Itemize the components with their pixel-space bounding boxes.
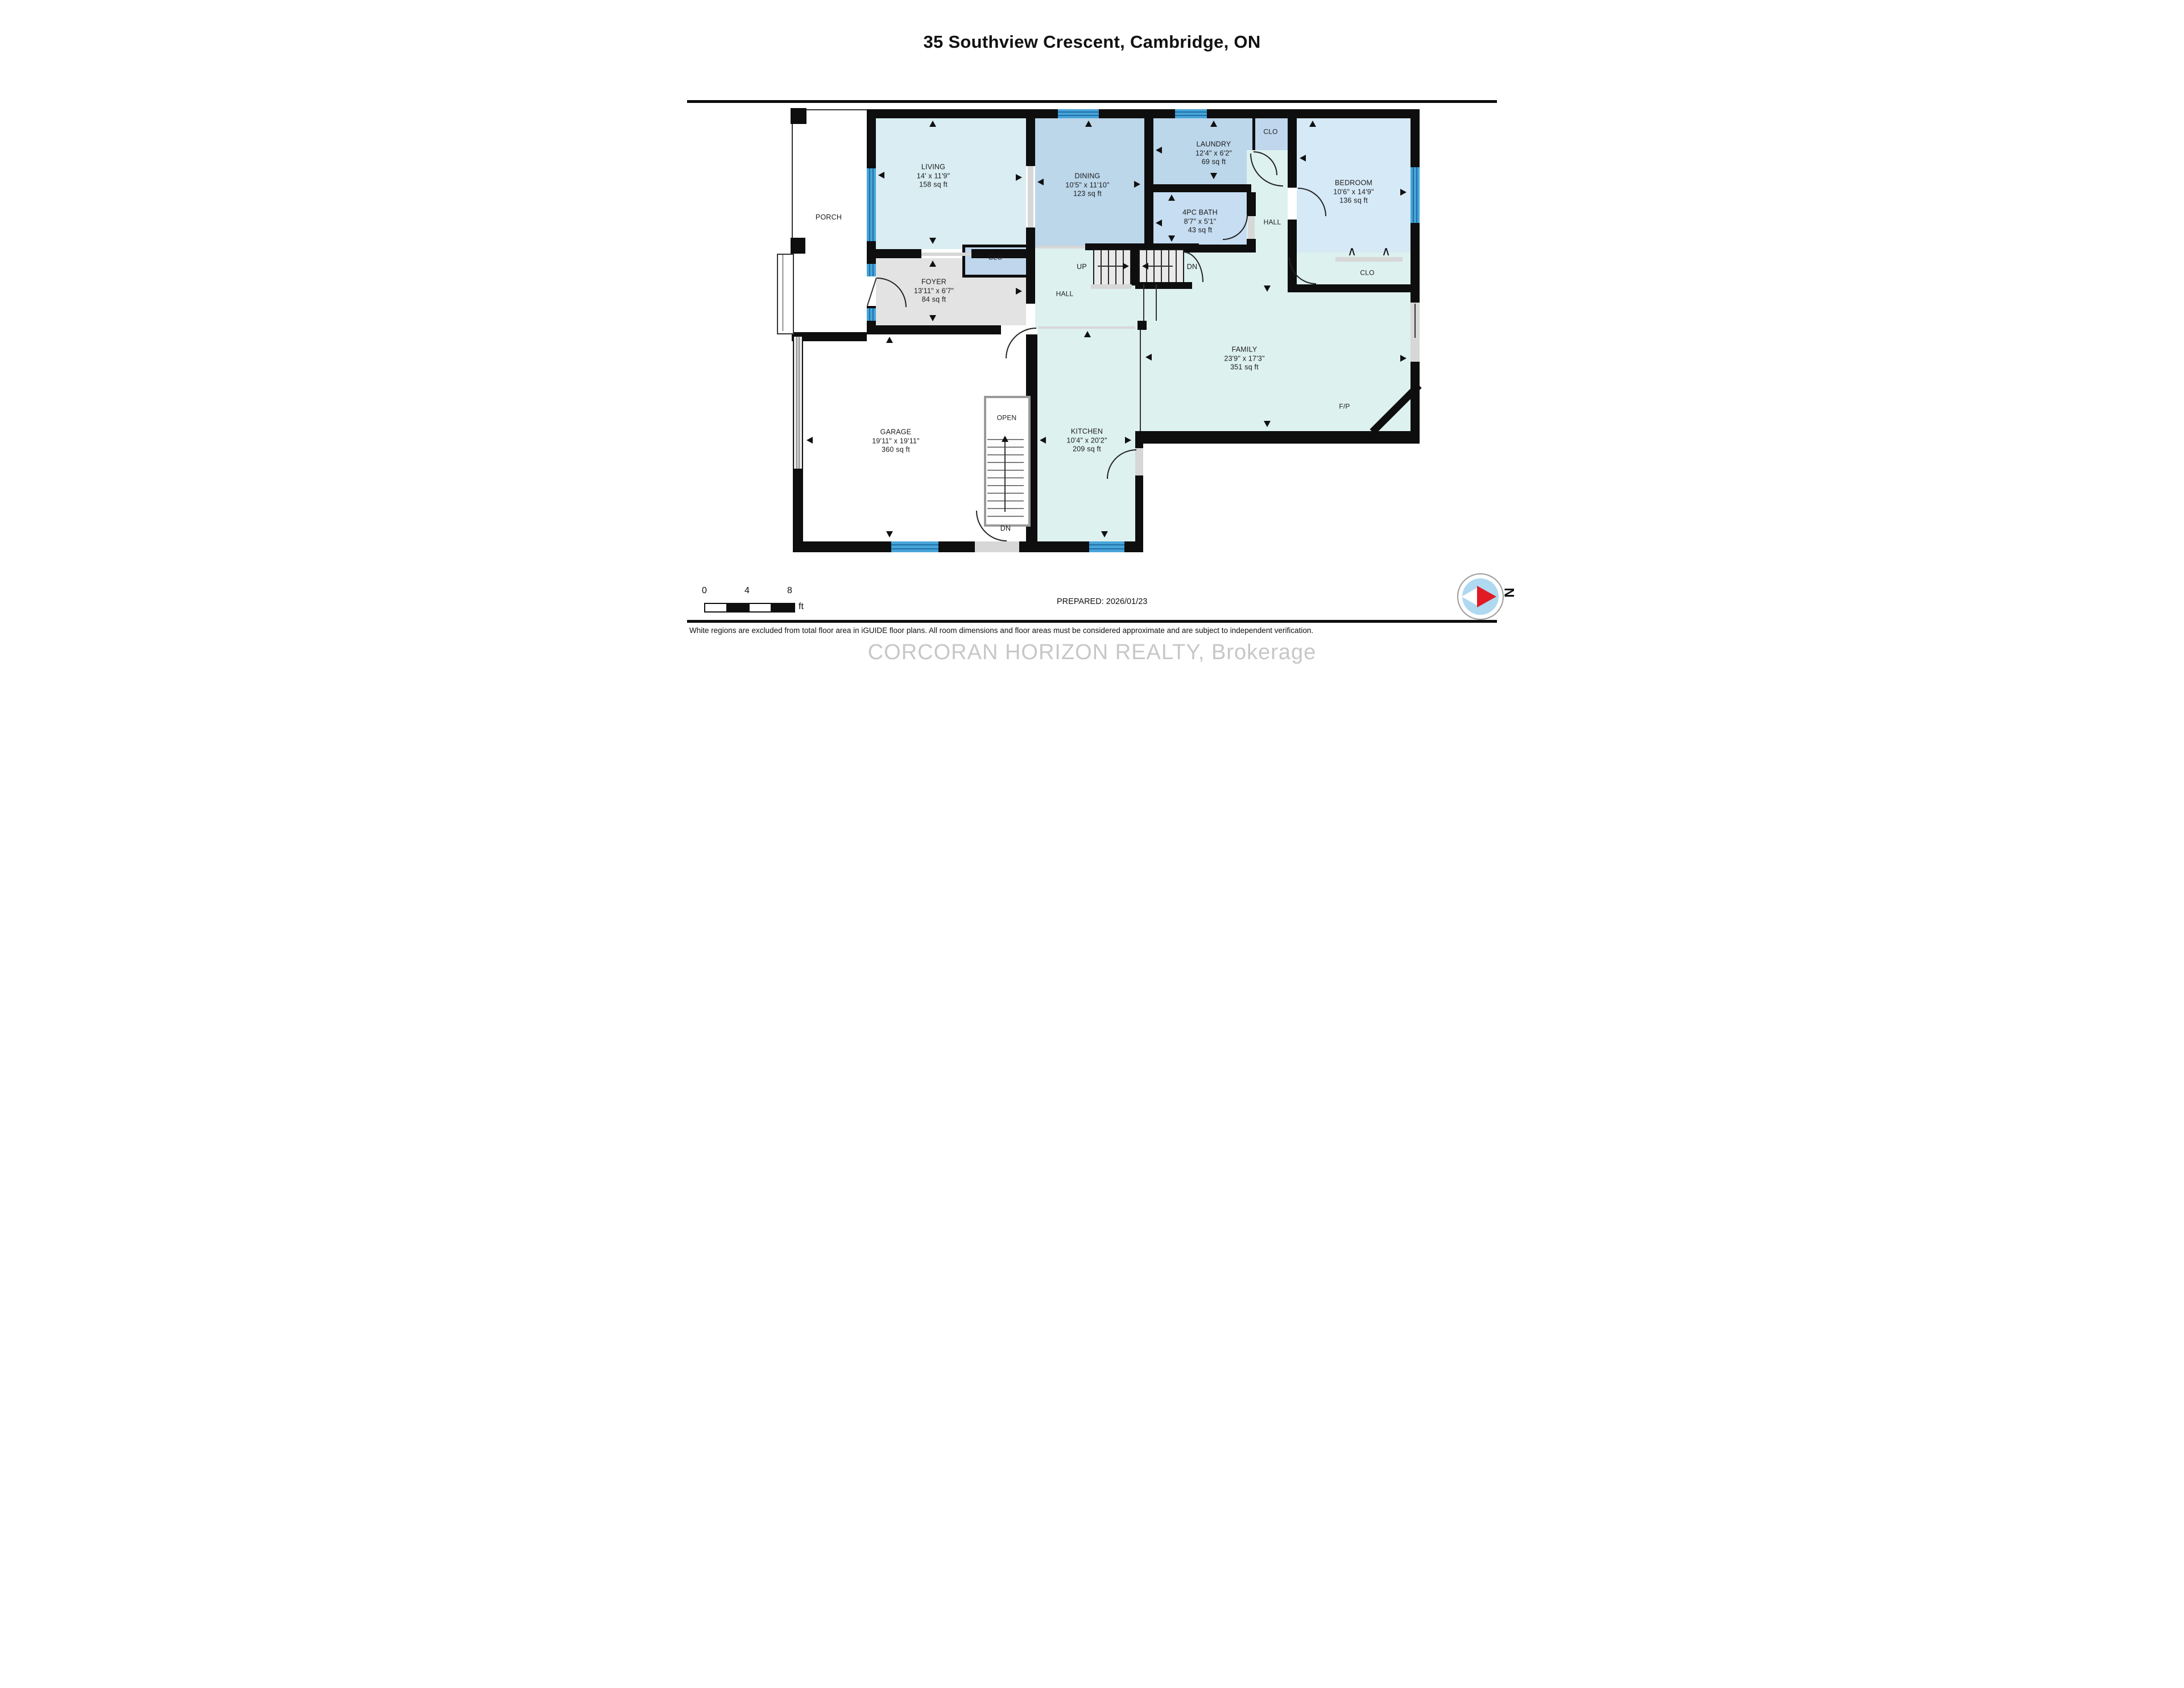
railing xyxy=(1143,284,1144,321)
foyer-closet-label: CLO xyxy=(988,253,1003,262)
window xyxy=(1175,109,1207,118)
scale-bar-segment xyxy=(748,603,773,613)
bifold-door-icon: ∧ xyxy=(1347,244,1357,258)
stairs-open-label: OPEN xyxy=(996,413,1017,422)
living-label: LIVING 14' x 11'9" 158 sq ft xyxy=(916,163,950,189)
wall xyxy=(1247,239,1256,253)
scale-bar-segment xyxy=(726,603,751,613)
measure-arrow xyxy=(1309,121,1316,127)
measure-arrow xyxy=(1040,437,1046,444)
compass-icon xyxy=(1457,573,1504,620)
living-room-floor xyxy=(876,118,1026,249)
wall xyxy=(1144,118,1153,184)
window xyxy=(867,168,876,241)
measure-arrow xyxy=(1125,437,1131,444)
hall-center-label: HALL xyxy=(1056,289,1074,298)
measure-arrow xyxy=(1101,531,1108,537)
measure-arrow xyxy=(1210,121,1217,127)
garage-side-window xyxy=(794,337,802,469)
railing-post xyxy=(1138,321,1147,330)
kitchen-family-railing xyxy=(1140,330,1141,431)
hall-right-label: HALL xyxy=(1263,218,1281,226)
foyer-label: FOYER 13'11" x 6'7" 84 sq ft xyxy=(913,278,954,304)
bifold-door-icon: ∧ xyxy=(1381,244,1391,258)
front-steps xyxy=(777,254,794,334)
footer-divider xyxy=(687,620,1497,623)
stair-arrow-line xyxy=(1147,266,1173,267)
measure-arrow xyxy=(1156,220,1162,226)
wall xyxy=(867,249,921,258)
laundry-closet-label: CLO xyxy=(1263,127,1278,136)
railing xyxy=(1156,284,1157,321)
measure-arrow xyxy=(1168,195,1175,201)
measure-arrow xyxy=(1400,189,1407,196)
front-sidelight-window xyxy=(867,264,876,276)
measure-arrow xyxy=(1264,421,1271,427)
garage-stairs-dn-label: DN xyxy=(1000,524,1011,533)
wall xyxy=(1026,118,1035,166)
scale-tick-4: 4 xyxy=(744,586,750,595)
measure-arrow xyxy=(1300,155,1306,162)
wall xyxy=(971,249,1035,258)
opening-sill xyxy=(1028,166,1033,227)
scale-bar-segment xyxy=(771,603,795,613)
dining-label: DINING 10'5" x 11'10" 123 sq ft xyxy=(1065,172,1110,198)
scale-bar-segment xyxy=(704,603,729,613)
measure-arrow xyxy=(1168,235,1175,242)
measure-arrow xyxy=(878,172,884,179)
measure-arrow xyxy=(1016,174,1022,181)
scale-tick-8: 8 xyxy=(787,586,792,595)
porch-post xyxy=(791,108,806,124)
back-door xyxy=(1135,448,1143,475)
sliding-door-line xyxy=(1414,304,1416,338)
measure-arrow xyxy=(886,337,893,343)
wall xyxy=(867,325,1001,334)
porch-label: PORCH xyxy=(815,213,842,222)
bath-label: 4PC BATH 8'7" x 5'1" 43 sq ft xyxy=(1182,208,1218,234)
stair-up-arrow xyxy=(1123,263,1129,270)
closet-opening-sill xyxy=(1335,257,1403,262)
measure-arrow xyxy=(1134,181,1140,188)
fireplace-label: F/P xyxy=(1339,402,1350,411)
disclaimer-text: White regions are excluded from total floor area in iGUIDE floor plans. All room dimensions and floor areas must be considered approximate and are subject to independent verification. xyxy=(689,626,1314,635)
basement-stair-arrow-line xyxy=(1004,440,1006,512)
wall xyxy=(1131,248,1139,286)
porch-post xyxy=(791,238,805,254)
front-sidelight-window xyxy=(867,308,876,321)
compass-needle-head xyxy=(1477,586,1496,607)
measure-arrow xyxy=(1400,355,1407,362)
family-label: FAMILY 23'9" x 17'3" 351 sq ft xyxy=(1224,345,1265,371)
bath-door-sill xyxy=(1248,216,1255,239)
wall xyxy=(867,109,876,168)
measure-arrow xyxy=(929,121,936,127)
wall xyxy=(1247,192,1256,216)
window xyxy=(1410,167,1420,223)
brokerage-watermark: CORCORAN HORIZON REALTY, Brokerage xyxy=(867,640,1317,664)
wall xyxy=(1026,258,1035,304)
window xyxy=(1058,109,1099,118)
measure-arrow xyxy=(1037,179,1044,185)
measure-arrow xyxy=(1016,288,1022,295)
measure-arrow xyxy=(806,437,813,444)
measure-arrow xyxy=(1210,173,1217,179)
garage-man-door xyxy=(975,541,1019,552)
measure-arrow xyxy=(1085,121,1092,127)
stair-sill xyxy=(1091,284,1132,289)
basement-stairs-treads xyxy=(987,432,1024,519)
header-divider xyxy=(687,100,1497,103)
opening-sill xyxy=(921,253,971,256)
measure-arrow xyxy=(929,260,936,267)
floor-plan-page xyxy=(655,0,1529,675)
opening-sill xyxy=(1039,326,1135,329)
measure-arrow xyxy=(1084,331,1091,337)
measure-arrow xyxy=(886,531,893,537)
wall xyxy=(1288,284,1420,292)
bedroom-closet-label: CLO xyxy=(1360,268,1375,277)
wall xyxy=(1288,118,1297,188)
prepared-date: PREPARED: 2026/01/23 xyxy=(1057,597,1148,606)
laundry-label: LAUNDRY 12'4" x 6'2" 69 sq ft xyxy=(1195,140,1232,166)
bedroom-label: BEDROOM 10'6" x 14'9" 136 sq ft xyxy=(1333,179,1374,205)
compass-north-label: N xyxy=(1501,588,1517,598)
wall xyxy=(1135,431,1420,444)
garage-label: GARAGE 19'11" x 19'11" 360 sq ft xyxy=(872,428,920,454)
measure-arrow xyxy=(1264,286,1271,292)
wall xyxy=(1144,184,1251,192)
scale-tick-0: 0 xyxy=(702,586,707,595)
wall xyxy=(792,332,867,341)
stair-arrow-line xyxy=(1098,266,1123,267)
wall xyxy=(867,109,1420,118)
measure-arrow xyxy=(929,315,936,321)
page-title: 35 Southview Crescent, Cambridge, ON xyxy=(923,32,1261,52)
compass-needle-tail xyxy=(1462,588,1478,606)
window xyxy=(1089,541,1124,552)
kitchen-label: KITCHEN 10'4" x 20'2" 209 sq ft xyxy=(1066,427,1107,453)
stair-down-arrow xyxy=(1142,263,1148,270)
stairs-up-label: UP xyxy=(1077,263,1087,271)
measure-arrow xyxy=(929,238,936,244)
basement-stair-arrow xyxy=(1002,436,1008,442)
measure-arrow xyxy=(1156,147,1162,154)
stairs-dn-label: DN xyxy=(1186,263,1198,271)
scale-unit: ft xyxy=(799,602,804,611)
window xyxy=(891,541,938,552)
measure-arrow xyxy=(1145,354,1152,361)
